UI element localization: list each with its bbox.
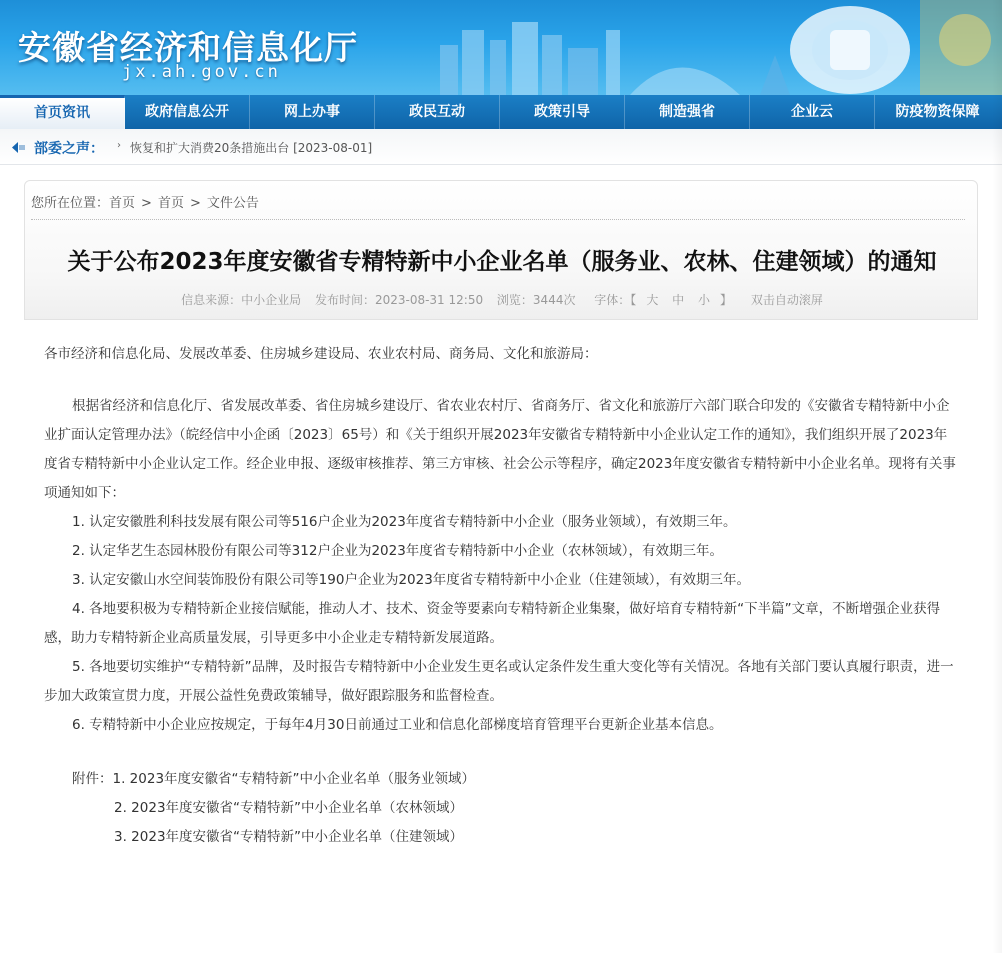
breadcrumb-item[interactable]: 文件公告: [206, 196, 259, 211]
main-nav: [0, 95, 1002, 129]
attachment-row: [44, 794, 960, 823]
speaker-icon: [12, 142, 28, 153]
ticker-label: 部委之声：: [34, 141, 104, 157]
page-edge-shadow: [992, 0, 1002, 953]
list-item: 3. 认定安徽山水空间装饰股份有限公司等190户企业为2023年度省专精特新中小企业（住建领域），有效期三年。: [72, 572, 751, 588]
breadcrumb-separator: >: [189, 196, 201, 211]
nav-item-online-services[interactable]: 网上办事: [250, 95, 375, 129]
attachment-link[interactable]: 1. 2023年度安徽省“专精特新”中小企业名单（服务业领域）: [112, 771, 476, 787]
article-intro: 根据省经济和信息化厅、省发展改革委、省住房城乡建设厅、省农业农村厅、省商务厅、省文化和旅游厅六部门联合印发的《安徽省专精特新中小企业扩面认定管理办法》（皖经信中小企函〔2023〕65号）和《关于组织开展2023年安徽省专精特新中小企业认定工作的通知》，我们组织开展了2023年度省专精特新中小企业认定工作。经企业申报、逐级审核推荐、第三方审核、社会公示等程序，确定2023年度安徽省专精特新中小企业名单。现将有关事项通知如下：: [44, 398, 956, 501]
attachments: [44, 765, 960, 852]
list-item: 5. 各地要切实维护“专精特新”品牌，及时报告专精特新中小企业发生更名或认定条件发生重大变化等有关情况。各地有关部门要认真履行职责，进一步加大政策宣贯力度，开展公益性免费政策辅导，做好跟踪服务和监督检查。: [44, 659, 954, 704]
nav-item-manufacturing[interactable]: 制造强省: [625, 95, 750, 129]
ticker-link[interactable]: 恢复和扩大消费20条措施出台 [2023-08-01]: [130, 141, 373, 155]
nav-item-epidemic-supplies[interactable]: 防疫物资保障: [895, 104, 980, 120]
list-item: 1. 认定安徽胜利科技发展有限公司等516户企业为2023年度省专精特新中小企业（服务业领域），有效期三年。: [72, 514, 737, 530]
article-meta: [25, 291, 979, 308]
attachments-label: 附件：: [72, 771, 113, 787]
meta-source: 信息来源：中小企业局: [181, 293, 302, 307]
meta-views: 浏览：3444次: [496, 293, 576, 307]
site-header: [0, 0, 1002, 95]
attachment-row: [44, 823, 960, 852]
font-size-close: 】: [720, 293, 733, 307]
font-large-button[interactable]: 大: [646, 293, 659, 307]
chevron-right-icon: ›: [117, 140, 121, 151]
nav-item-home-news[interactable]: 首页资讯: [0, 95, 125, 129]
article-body: [44, 340, 960, 852]
autoscroll-toggle[interactable]: 双击自动滚屏: [750, 293, 823, 307]
site-domain: jx.ah.gov.cn: [122, 62, 281, 82]
article-greeting: 各市经济和信息化局、发展改革委、住房城乡建设局、农业农村局、商务局、文化和旅游局：: [44, 346, 598, 362]
breadcrumb-item[interactable]: 首页: [109, 196, 136, 211]
font-small-button[interactable]: 小: [698, 293, 711, 307]
font-size-label: 字体：【: [594, 293, 637, 307]
attachment-link[interactable]: 2. 2023年度安徽省“专精特新”中小企业名单（农林领域）: [114, 800, 464, 816]
article-header-panel: [24, 180, 978, 320]
font-size-controls: [589, 293, 737, 307]
font-medium-button[interactable]: 中: [672, 293, 685, 307]
nav-item-enterprise-cloud[interactable]: 企业云: [750, 95, 875, 129]
divider: [31, 219, 965, 220]
nav-item-interaction[interactable]: 政民互动: [375, 95, 500, 129]
breadcrumb-item[interactable]: 首页: [157, 196, 184, 211]
list-item: 4. 各地要积极为专精特新企业接信赋能，推动人才、技术、资金等要素向专精特新企业集聚，做好培育专精特新“下半篇”文章，不断增强企业获得感，助力专精特新企业高质量发展，引导更多中小企业走专精特新发展道路。: [44, 601, 941, 646]
breadcrumb-separator: >: [141, 196, 152, 211]
news-ticker: [0, 129, 1002, 165]
nav-item-policy[interactable]: 政策引导: [500, 95, 625, 129]
list-item: 6. 专精特新中小企业应按规定，于每年4月30日前通过工业和信息化部梯度培育管理平台更新企业基本信息。: [72, 717, 723, 733]
city-skyline-banner: [380, 0, 1002, 95]
attachment-link[interactable]: 3. 2023年度安徽省“专精特新”中小企业名单（住建领域）: [114, 829, 464, 845]
breadcrumb-prefix: 您所在位置：: [31, 196, 110, 211]
attachment-row: [44, 765, 960, 794]
page-title: 关于公布2023年度安徽省专精特新中小企业名单（服务业、农林、住建领域）的通知: [67, 249, 937, 275]
meta-published: 发布时间：2023-08-31 12:50: [314, 293, 484, 307]
breadcrumb: [31, 192, 259, 211]
list-item: 2. 认定华艺生态园林股份有限公司等312户企业为2023年度省专精特新中小企业（农林领域），有效期三年。: [72, 543, 724, 559]
site-title: 安徽省经济和信息化厅: [18, 28, 358, 67]
nav-item-gov-info[interactable]: 政府信息公开: [125, 95, 250, 129]
